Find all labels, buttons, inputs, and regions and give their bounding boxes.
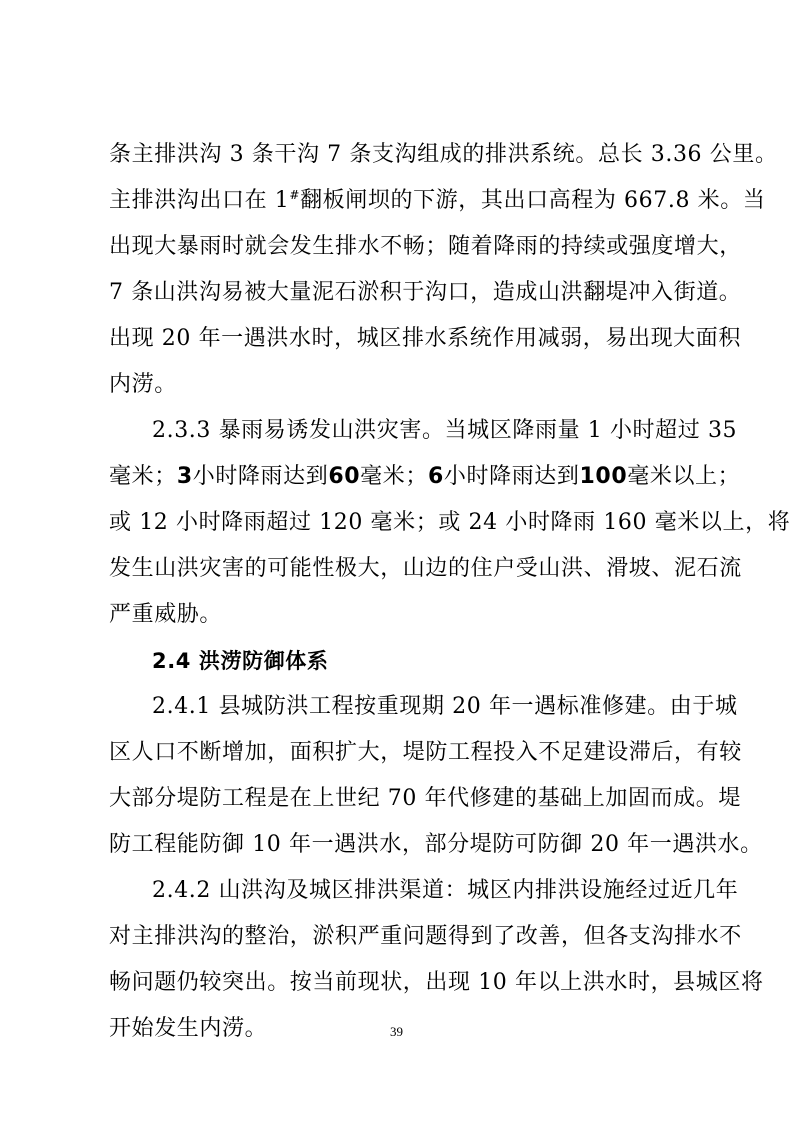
paragraph-1-line-2 bbox=[109, 178, 766, 224]
paragraph-2-line-5: 严重威胁。 bbox=[109, 602, 223, 627]
superscript-mark: # bbox=[289, 188, 301, 202]
paragraph-3-line-2: 区人口不断增加，面积扩大，堤防工程投入不足建设滞后，有较 bbox=[109, 740, 742, 765]
paragraph-3-line-4: 防工程能防御 10 年一遇洪水，部分堤防可防御 20 年一遇洪水。 bbox=[109, 832, 763, 857]
paragraph-4-line-4: 开始发生内涝。 bbox=[109, 1016, 268, 1041]
paragraph-2-line-2-text-d: 毫米； bbox=[360, 464, 428, 489]
paragraph-2-line-2 bbox=[109, 454, 741, 500]
paragraph-2-line-2-text-c: 小时降雨达到 bbox=[192, 464, 329, 489]
paragraph-1-line-5: 出现 20 年一遇洪水时，城区排水系统作用减弱，易出现大面积 bbox=[109, 326, 741, 351]
paragraph-2-line-3: 或 12 小时降雨超过 120 毫米；或 24 小时降雨 160 毫米以上，将 bbox=[109, 510, 791, 535]
paragraph-2-line-1: 2.3.3 暴雨易诱发山洪灾害。当城区降雨量 1 小时超过 35 bbox=[152, 418, 738, 443]
paragraph-2-line-2-text-a: 毫米； bbox=[109, 464, 177, 489]
paragraph-1-line-3: 出现大暴雨时就会发生排水不畅；随着降雨的持续或强度增大， bbox=[109, 234, 742, 259]
paragraph-3-line-3: 大部分堤防工程是在上世纪 70 年代修建的基础上加固而成。堤 bbox=[109, 786, 741, 811]
paragraph-2-line-2-text-f: 毫米以上； bbox=[627, 464, 741, 489]
bold-number-60: 60 bbox=[328, 464, 361, 489]
paragraph-1-line-4: 7 条山洪沟易被大量泥石淤积于沟口，造成山洪翻堤冲入街道。 bbox=[109, 280, 742, 305]
paragraph-2-line-4: 发生山洪灾害的可能性极大，山边的住户受山洪、滑坡、泥石流 bbox=[109, 556, 742, 581]
paragraph-2-line-2-text-e: 小时降雨达到 bbox=[443, 464, 580, 489]
paragraph-1-line-6: 内涝。 bbox=[109, 372, 177, 397]
bold-number-3: 3 bbox=[176, 464, 193, 489]
page-number: 39 bbox=[390, 1024, 403, 1039]
bold-number-100: 100 bbox=[579, 464, 628, 489]
paragraph-3-line-1: 2.4.1 县城防洪工程按重现期 20 年一遇标准修建。由于城 bbox=[152, 694, 738, 719]
bold-number-6: 6 bbox=[427, 464, 444, 489]
paragraph-1-line-2-text-a: 主排洪沟出口在 1 bbox=[109, 188, 290, 213]
section-heading: 2.4 洪涝防御体系 bbox=[152, 649, 329, 673]
paragraph-4-line-1: 2.4.2 山洪沟及城区排洪渠道：城区内排洪设施经过近几年 bbox=[152, 878, 739, 903]
paragraph-4-line-3: 畅问题仍较突出。按当前现状，出现 10 年以上洪水时，县城区将 bbox=[109, 970, 764, 995]
paragraph-1-line-1: 条主排洪沟 3 条干沟 7 条支沟组成的排洪系统。总长 3.36 公里。 bbox=[109, 142, 778, 167]
paragraph-4-line-2: 对主排洪沟的整治，淤积严重问题得到了改善，但各支沟排水不 bbox=[109, 924, 742, 949]
paragraph-1-line-2-text-b: 翻板闸坝的下游，其出口高程为 667.8 米。当 bbox=[300, 188, 766, 213]
